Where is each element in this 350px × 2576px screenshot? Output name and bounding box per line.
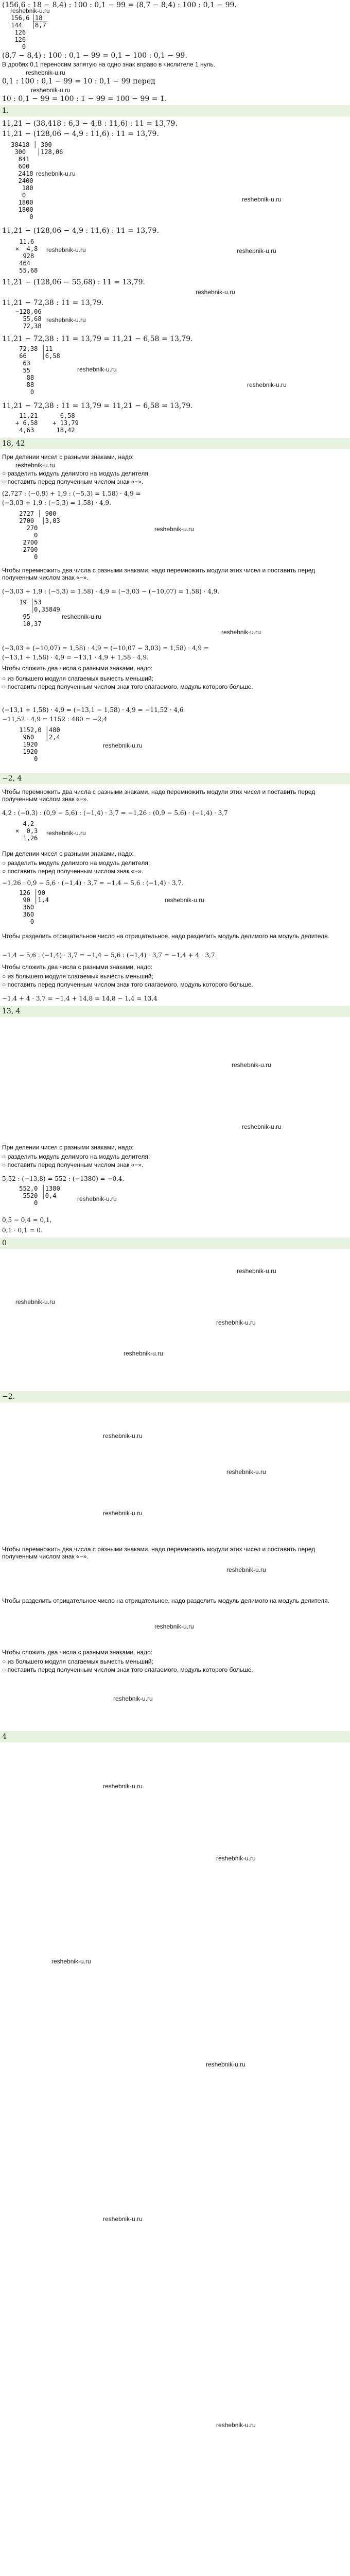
long-division: 2727 │ 900 2700 │3,03 270 0 2700 2700 0 [19,510,60,561]
rule-item: ○ из большего модуля слагаемых вычесть меньший; [2,675,153,682]
long-division: 72,38 │11 66 │6,58 63 55 88 88 0 [19,345,60,396]
equation-line: (2,727 : (−0,9) + 1,9 : (−5,3) = 1,58) · 4,9 = [2,490,141,497]
answer-value: 18, 42 [2,439,25,448]
long-division: 126 │90 90 │1,4 360 360 0 [19,889,49,925]
rule-item: ○ поставить перед полученным числом знак того слагаемого, модуль которого больше. [2,981,253,988]
answer-box [0,1238,350,1249]
answer-value: 1. [2,107,9,115]
rule-item: ○ поставить перед полученным числом знак того слагаемого, модуль которого больше. [2,1666,253,1673]
watermark: reshebnik-u.ru [15,462,55,469]
answer-box [0,1006,350,1017]
answer-value: 0 [2,1239,7,1247]
rule-text: Чтобы перемножить два числа с разными знаками, надо перемножить модули этих чисел и поставить перед полученным числом знак «−». [2,1546,316,1560]
long-division: 1152,0 │480 960 │2,4 1920 1920 0 [19,726,60,762]
watermark: reshebnik-u.ru [46,246,86,253]
long-division: 19 │53 │0,35849 95 10,37 [19,599,60,628]
equation-line: 11,21 − (128,06 − 4,9 : 11,6) : 11 = 13,79. [2,130,159,138]
watermark: reshebnik-u.ru [10,7,50,14]
watermark: reshebnik-u.ru [103,1510,143,1517]
answer-value: −2. [2,1393,15,1401]
watermark: reshebnik-u.ru [15,1298,55,1306]
watermark: reshebnik-u.ru [237,1267,276,1275]
equation-line: 5,52 : (−13,8) = 552 : (−1380) = −0,4. [2,1175,125,1182]
rule-item: ○ из большего модуля слагаемых вычесть меньший; [2,973,153,980]
watermark: reshebnik-u.ru [103,2215,143,2223]
answer-box [0,438,350,449]
equation-line: (−13,1 + 1,58) · 4,9 = (−13,1 − 1,58) · 4,9 = −11,52 · 4,6 [2,706,184,714]
rule-item: ○ из большего модуля слагаемых вычесть меньший; [2,1658,153,1665]
answer-value: 4 [2,1733,7,1741]
subtraction-column: −128,06 55,68 72,38 [15,308,42,330]
rule-item: ○ поставить перед полученным числом знак «−». [2,1161,143,1168]
rule-item: ○ поставить перед полученным числом знак «−». [2,478,143,485]
equation-line: (156,6 : 18 − 8,4) : 100 : 0,1 − 99 = (8,7 − 8,4) : 100 : 0,1 − 99. [2,1,237,9]
answer-box [0,1391,350,1402]
watermark: reshebnik-u.ru [154,526,194,533]
watermark: reshebnik-u.ru [226,1468,266,1476]
watermark: reshebnik-u.ru [103,1783,143,1790]
rule-item: ○ разделить модуль делимого на модуль делителя; [2,470,150,477]
equation-line: −11,52 · 4,9 = 1152 : 480 = −2,4 [2,716,108,723]
watermark: reshebnik-u.ru [26,69,65,76]
equation-line: 11,21 − (128,06 − 55,68) : 11 = 13,79. [2,278,145,286]
watermark: reshebnik-u.ru [237,247,276,255]
watermark: reshebnik-u.ru [242,1123,282,1130]
long-division: 552,0 │1380 5520 │0,4 0 [19,1185,60,1207]
watermark: reshebnik-u.ru [232,1061,271,1069]
answer-box [0,773,350,784]
rule-item: ○ разделить модуль делимого на модуль делителя; [2,1153,150,1160]
multiplication-column: 11,6 × 4,8 928 464 55,68 [15,238,38,274]
rule-heading: При делении чисел с разными знаками, надо: [2,1144,134,1151]
equation-line: 0,5 − 0,4 = 0,1, [2,1216,52,1224]
equation-line: (−3,03 + (−10,07) = 1,58) · 4,9 = (−10,07 − 3,03) = 1,58) · 4,9 = [2,645,209,652]
equation-line: −1,26 : 0,9 − 5,6 · (−1,4) · 3,7 = −1,4 − 5,6 : (−1,4) · 3,7. [2,879,184,887]
watermark: reshebnik-u.ru [77,1195,117,1202]
rule-item: ○ поставить перед полученным числом знак того слагаемого, модуль которого больше. [2,683,342,690]
answer-box [0,105,350,116]
rule-heading: При делении чисел с разными знаками, надо: [2,453,134,461]
watermark: reshebnik-u.ru [216,1855,256,1862]
multiplication-column: 4,2 × 0,3 1,26 [15,820,38,842]
equation-line: −1,4 + 4 · 3,7 = −1,4 + 14,8 = 14,8 − 1,4 = 13,4 [2,995,157,1002]
equation-line: (−13,1 + 1,58) · 4,9 = −13,1 · 4,9 + 1,58 · 4,9. [2,654,149,661]
watermark: reshebnik-u.ru [113,1695,153,1702]
rule-text: Чтобы разделить отрицательное число на отрицательное, надо разделить модуль делимого на модуль делителя. [2,933,329,940]
rule-text: Чтобы перемножить два числа с разными знаками, надо перемножить модули этих чисел и поставить перед полученным числом знак «−». [2,788,316,803]
watermark: reshebnik-u.ru [216,1319,256,1326]
rule-item: ○ поставить перед полученным числом знак «−». [2,868,143,875]
rule-text: Чтобы разделить отрицательное число на отрицательное, надо разделить модуль делимого на модуль делителя. [2,1597,329,1604]
rule-heading: Чтобы сложить два числа с разными знаками, надо: [2,665,153,672]
addition-column: 11,21 6,58 + 6,58 + 13,79 4,63 18,42 [15,412,79,434]
equation-line: (−3,03 + 1,9 : (−5,3) = 1,58) · 4,9. [2,499,111,506]
watermark: reshebnik-u.ru [103,1432,143,1439]
watermark: reshebnik-u.ru [77,366,117,373]
equation-line: (8,7 − 8,4) : 100 : 0,1 − 99 = 0,1 − 100 : 0,1 − 99. [2,52,187,60]
rule-text: Чтобы перемножить два числа с разными знаками, надо перемножить модули этих чисел и поставить перед полученным числом знак «−». [2,567,316,581]
answer-value: 13, 4 [2,1007,21,1015]
watermark: reshebnik-u.ru [216,2421,256,2429]
watermark: reshebnik-u.ru [221,629,261,636]
watermark: reshebnik-u.ru [226,1566,266,1573]
watermark: reshebnik-u.ru [36,170,76,177]
divisor-quotient: 18 8,7 [35,14,46,29]
watermark: reshebnik-u.ru [62,613,101,620]
watermark: reshebnik-u.ru [46,316,86,324]
watermark: reshebnik-u.ru [206,2061,246,2068]
equation-line: 0,1 : 100 : 0,1 − 99 = 10 : 0,1 − 99 перед [2,77,155,86]
watermark: reshebnik-u.ru [165,896,204,904]
rule-heading: Чтобы сложить два числа с разными знаками, надо: [2,1649,153,1656]
long-division: 38418 │ 300 300 │128,06 841 600 2418 2400 180 0 1800 1800 0 [11,141,63,221]
answer-box [0,1731,350,1742]
equation-line: 10 : 0,1 − 99 = 100 : 1 − 99 = 100 − 99 = 1. [2,95,167,103]
watermark: reshebnik-u.ru [247,381,287,388]
equation-line: 4,2 : (−0,3) : (0,9 − 5,6) : (−1,4) · 3,7 = −1,26 : (0,9 − 5,6) · (−1,4) · 3,7 [2,809,228,817]
watermark: reshebnik-u.ru [124,1350,163,1357]
equation-line: (−3,03 + 1,9 : (−5,3) = 1,58) · 4,9 = (−3,03 − (−10,07) = 1,58) · 4,9. [2,588,220,595]
equation-line: 11,21 − (128,06 − 4,9 : 11,6) : 11 = 13,79. [2,227,159,235]
answer-value: −2, 4 [2,774,22,783]
rule-item: ○ разделить модуль делимого на модуль делителя; [2,859,150,867]
equation-line: 11,21 − 72,38 : 11 = 13,79 = 11,21 − 6,58 = 13,79. [2,335,193,343]
equation-line: 11,21 − 72,38 : 11 = 13,79. [2,299,104,307]
equation-line: −1,4 − 5,6 : (−1,4) · 3,7 = −1,4 − 5,6 : (−1,4) · 3,7 = −1,4 + 4 · 3,7. [2,952,217,959]
equation-line: 0,1 · 0,1 = 0. [2,1227,43,1234]
watermark: reshebnik-u.ru [103,742,143,749]
watermark: reshebnik-u.ru [31,87,71,94]
explanation-text: В дробях 0,1 переносим запятую на одно знак вправо в числителе 1 нуль. [2,61,215,68]
watermark: reshebnik-u.ru [46,829,86,837]
watermark: reshebnik-u.ru [154,1623,194,1630]
watermark: reshebnik-u.ru [196,289,235,296]
watermark: reshebnik-u.ru [242,196,282,203]
equation-line: 11,21 − 72,38 : 11 = 13,79 = 11,21 − 6,58 = 13,79. [2,402,193,410]
rule-heading: При делении чисел с разными знаками, надо: [2,850,134,857]
long-division: 156,6 144 126 126 0 [11,14,30,50]
watermark: reshebnik-u.ru [51,1958,91,1965]
equation-line: 11,21 − (38,418 : 6,3 − 4,8 : 11,6) : 11 = 13,79. [2,120,178,128]
rule-heading: Чтобы сложить два числа с разными знаками, надо: [2,963,153,971]
